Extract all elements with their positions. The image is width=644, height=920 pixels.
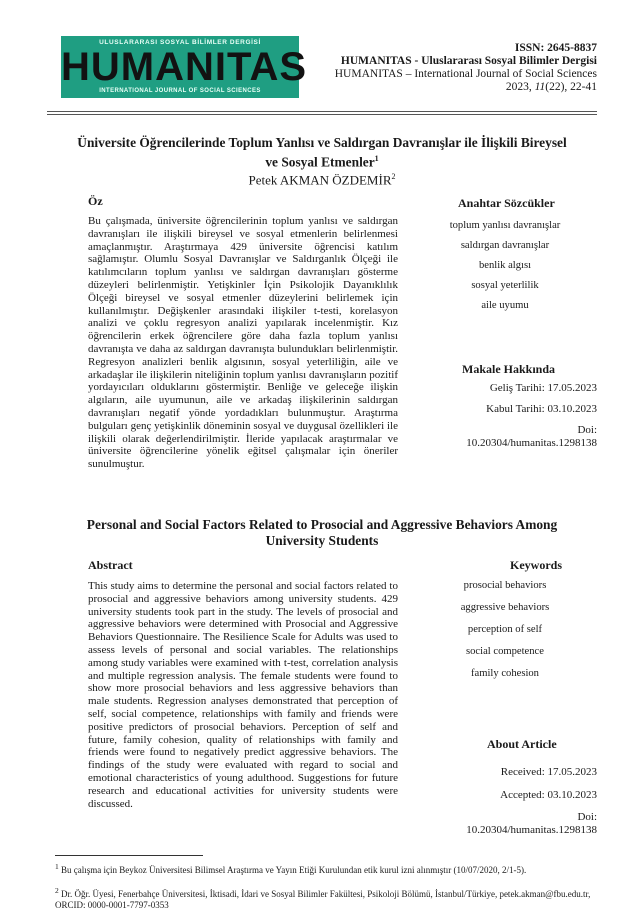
keyword-tr: aile uyumu — [481, 300, 529, 311]
author-name: Petek AKMAN ÖZDEMİR — [248, 172, 392, 188]
article-info-heading-tr: Makale Hakkında — [462, 362, 556, 376]
doi-link-en[interactable]: 10.20304/humanitas.1298138 — [466, 824, 597, 836]
title-tr — [60, 135, 584, 170]
issn: ISSN: 2645-8837 — [514, 42, 597, 54]
footnote-1-mark: 1 — [55, 862, 59, 871]
journal-logo — [61, 36, 308, 98]
title-tr-line2: ve Sosyal Etmenler — [265, 154, 375, 170]
received-date-tr: Geliş Tarihi: 17.05.2023 — [489, 382, 597, 394]
journal-name-tr: HUMANITAS - Uluslararası Sosyal Bilimler Dergisi — [340, 55, 597, 67]
keyword-tr: saldırgan davranışlar — [460, 240, 550, 251]
title-en — [55, 517, 589, 549]
article-info-heading-en: About Article — [487, 737, 557, 751]
title-tr-line1: Üniversite Öğrencilerinde Toplum Yanlısı ve Saldırgan Davranışlar ile İlişkili Bireysel — [77, 135, 567, 150]
header-divider-1 — [47, 111, 597, 112]
footnote-1 — [55, 861, 600, 876]
footnote-2-mark: 2 — [55, 886, 59, 895]
cite-volume: 11 — [534, 81, 546, 93]
doi-label-tr: Doi: — [577, 424, 597, 436]
keyword-en: prosocial behaviors — [463, 580, 547, 591]
logo-bottom-text: INTERNATIONAL JOURNAL OF SOCIAL SCIENCES — [99, 88, 261, 94]
title-footnote-mark[interactable]: 1 — [374, 154, 379, 163]
abstract-heading-en: Abstract — [88, 558, 133, 572]
title-en-line2: University Students — [265, 533, 379, 548]
author — [0, 172, 644, 188]
footnote-2 — [55, 885, 600, 911]
abstract-tr: Bu çalışmada, üniversite öğrencilerinin toplum yanlısı ve saldırgan davranışları ile ilişkili bireysel ve sosyal etmenlerin belirlenmesi amaçlanmıştır. Araştırmaya 429 üniversite öğrencisi katılım sağlamıştır. Olumlu Sosyal Davranışlar ve Saldırganlık Ölçeği ile katılımcıların toplum yanlısı ve saldırgan davranışları gösterme düzeyleri belirlenmiştir. Yetişkinler İçin Psikolojik Dayanıklılık Ölçeği bireysel ve sosyal etmenler düzeylerini belirlemek için kullanılmıştır. Değişkenler arasındaki ilişkiler t-testi, korelasyon analizi ve çoklu regresyon analizi yapılarak incelenmiştir. Kız öğrencilerin erkek öğrencilere göre daha fazla toplum yanlısı davranışta ve daha az saldırgan davranışta bulundukları belirlenmiştir. Regresyon analizleri benlik algısının, sosyal yeterliliğin, aile ve arkadaşlar ile ilişkilerin niteliğinin toplum yanlısı davranışların pozitif yordayıcıları olduklarını göstermiştir. Benliğe ve geleceğe ilişkin algıların, aile uyumunun, aile ve arkadaş ilişkilerinin saldırgan davranışları negatif yönde yordadıkları bulunmuştur. Araştırma bulguları genç yetişkinlik döneminin sosyal ve duygusal özellikleri ile ilişkili olarak değerlendirilmiştir. İleride yapılacak araştırmalar ve üniversite öğrencilerine yönelik eğitsel çalışmalar için öneriler sunulmuştur. — [88, 215, 398, 471]
journal-name-en: HUMANITAS – International Journal of Social Sciences — [334, 68, 597, 80]
keyword-en: aggressive behaviors — [460, 602, 550, 613]
accepted-date-en: Accepted: 03.10.2023 — [500, 789, 597, 801]
header-divider-2 — [47, 114, 597, 115]
keyword-en: family cohesion — [471, 668, 539, 679]
keyword-tr: sosyal yeterlilik — [471, 280, 539, 291]
citation-info — [506, 81, 597, 94]
footnote-divider — [55, 855, 203, 856]
accepted-date-tr: Kabul Tarihi: 03.10.2023 — [486, 403, 597, 415]
title-en-line1: Personal and Social Factors Related to Prosocial and Aggressive Behaviors Among — [86, 517, 558, 532]
footnote-1-text: Bu çalışma için Beykoz Üniversitesi Bilimsel Araştırma ve Yayın Etiği Kurulundan etik kurul izni alınmıştır (10/07/2020, 2/1-5). — [61, 865, 527, 875]
abstract-en: This study aims to determine the personal and social factors related to prosocial and aggressive behaviors among university students. 429 university students took part in the study. The levels of prosocial and aggressive behaviors were determined with Prosocial and Aggressive Behaviors Questionnaire. The Resilience Scale for Adults was used to assess levels of personal and social variables. The relationships among study variables were examined with t-test, correlation analysis and multiple regression analysis. The female students were found to show more prosocial behaviors and less aggressive behaviors than male students. Regression analyses demonstrated that perception of self, social competence, relationships with family and friends were positive predictors of prosocial behaviors. Perception of self and future, family cohesion, quality of relationships with family and friends were found to negatively predict aggressive behaviors. The findings of the study were evaluated with regard to social and emotional characteristics of young adulthood. Suggestions for future research and educational activities for university students were discussed. — [88, 580, 398, 810]
received-date-en: Received: 17.05.2023 — [500, 766, 597, 778]
keyword-en: perception of self — [467, 624, 543, 635]
keyword-tr: benlik algısı — [478, 260, 532, 271]
doi-label-en: Doi: — [577, 811, 597, 823]
keywords-heading-en: Keywords — [510, 558, 562, 572]
author-footnote-mark[interactable]: 2 — [391, 172, 396, 181]
keyword-en: social competence — [466, 646, 544, 657]
footnote-2-text: Dr. Öğr. Üyesi, Fenerbahçe Üniversitesi, İktisadi, İdari ve Sosyal Bilimler Fakültesi, Psikoloji Bölümü, İstanbul/Türkiye, petek.akman@fbu.edu.tr, ORCID: 0000-0001-7797-0353 — [55, 889, 591, 910]
cite-issue-pages: (22), 22-41 — [545, 81, 597, 93]
doi-link-tr[interactable]: 10.20304/humanitas.1298138 — [466, 437, 597, 449]
logo-top-text: ULUSLARARASI SOSYAL BİLİMLER DERGİSİ — [99, 39, 261, 46]
keywords-heading-tr: Anahtar Sözcükler — [458, 196, 555, 210]
logo-wordmark: HUMANITAS — [61, 45, 308, 89]
cite-year: 2023, — [505, 81, 535, 93]
abstract-heading-tr: Öz — [88, 194, 103, 208]
keyword-tr: toplum yanlısı davranışlar — [449, 220, 561, 231]
